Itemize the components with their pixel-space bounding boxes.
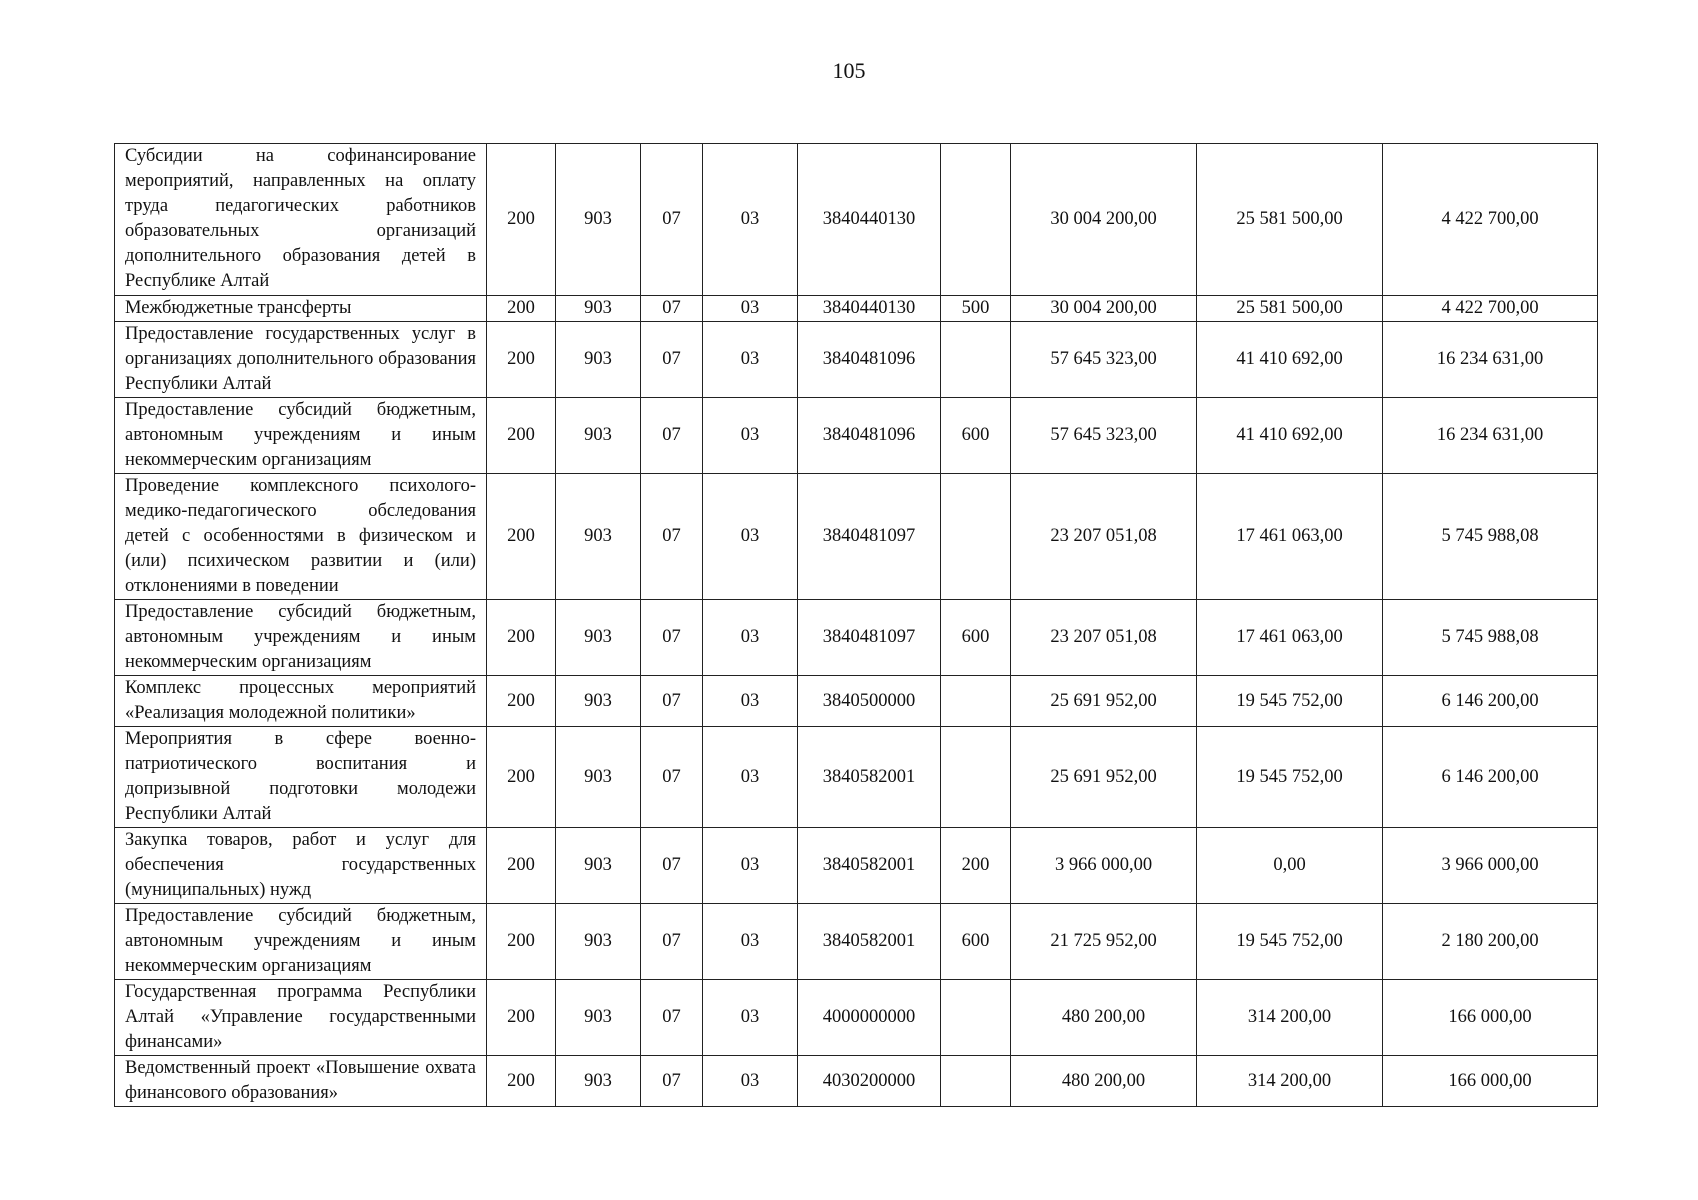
target-article-cell: 3840582001 (798, 904, 941, 980)
item-name-cell (115, 1056, 487, 1107)
regional-amount-cell: 166 000,00 (1383, 1056, 1598, 1107)
budget-table-body (115, 144, 1598, 1107)
ministry-code-cell: 903 (556, 322, 641, 398)
subsection-cell: 03 (703, 904, 798, 980)
expense-type-cell: 200 (941, 828, 1011, 904)
subsection-cell: 03 (703, 322, 798, 398)
subsection-cell: 03 (703, 828, 798, 904)
expense-type-cell (941, 322, 1011, 398)
ministry-code-cell: 903 (556, 398, 641, 474)
table-row (115, 600, 1598, 676)
section-cell: 07 (641, 144, 703, 296)
total-amount-cell: 57 645 323,00 (1011, 398, 1197, 474)
section-cell: 07 (641, 322, 703, 398)
total-amount-cell: 480 200,00 (1011, 980, 1197, 1056)
ministry-code-cell: 903 (556, 676, 641, 727)
table-row (115, 980, 1598, 1056)
item-name-cell (115, 828, 487, 904)
total-amount-cell: 30 004 200,00 (1011, 296, 1197, 322)
total-amount-cell: 23 207 051,08 (1011, 474, 1197, 600)
target-article-cell: 3840440130 (798, 296, 941, 322)
section-cell: 07 (641, 474, 703, 600)
page-number: 105 (832, 58, 866, 83)
subsection-cell: 03 (703, 398, 798, 474)
regional-amount-cell: 4 422 700,00 (1383, 296, 1598, 322)
target-article-cell: 4030200000 (798, 1056, 941, 1107)
total-amount-cell: 30 004 200,00 (1011, 144, 1197, 296)
regional-amount-cell: 6 146 200,00 (1383, 727, 1598, 828)
target-article-cell: 3840481097 (798, 474, 941, 600)
regional-amount-cell: 166 000,00 (1383, 980, 1598, 1056)
admin-code-cell: 200 (487, 676, 556, 727)
subsection-cell: 03 (703, 980, 798, 1056)
item-name-text: Предоставление государственных услуг в организациях дополнительного образования Республики Алтай (125, 324, 476, 394)
federal-amount-cell: 314 200,00 (1197, 1056, 1383, 1107)
section-cell: 07 (641, 296, 703, 322)
ministry-code-cell: 903 (556, 904, 641, 980)
subsection-cell: 03 (703, 296, 798, 322)
table-row (115, 676, 1598, 727)
admin-code-cell: 200 (487, 398, 556, 474)
target-article-cell: 3840481096 (798, 322, 941, 398)
item-name-cell (115, 296, 487, 322)
subsection-cell: 03 (703, 1056, 798, 1107)
subsection-cell: 03 (703, 474, 798, 600)
total-amount-cell: 480 200,00 (1011, 1056, 1197, 1107)
expense-type-cell: 600 (941, 600, 1011, 676)
federal-amount-cell: 314 200,00 (1197, 980, 1383, 1056)
federal-amount-cell: 19 545 752,00 (1197, 727, 1383, 828)
admin-code-cell: 200 (487, 474, 556, 600)
admin-code-cell: 200 (487, 296, 556, 322)
ministry-code-cell: 903 (556, 144, 641, 296)
total-amount-cell: 3 966 000,00 (1011, 828, 1197, 904)
admin-code-cell: 200 (487, 1056, 556, 1107)
section-cell: 07 (641, 1056, 703, 1107)
item-name-text: Предоставление субсидий бюджетным, автономным учреждениям и иным некоммерческим организациям (125, 400, 476, 470)
total-amount-cell: 25 691 952,00 (1011, 727, 1197, 828)
table-row (115, 322, 1598, 398)
total-amount-cell: 21 725 952,00 (1011, 904, 1197, 980)
item-name-cell (115, 727, 487, 828)
regional-amount-cell: 4 422 700,00 (1383, 144, 1598, 296)
federal-amount-cell: 25 581 500,00 (1197, 144, 1383, 296)
item-name-text: Проведение комплексного психолого-медико-педагогического обследования детей с особенностями в физическом и (или) психическом развитии и (или) отклонениями в поведении (125, 476, 476, 596)
table-row (115, 828, 1598, 904)
item-name-cell (115, 676, 487, 727)
target-article-cell: 3840582001 (798, 727, 941, 828)
section-cell: 07 (641, 398, 703, 474)
item-name-cell (115, 904, 487, 980)
federal-amount-cell: 25 581 500,00 (1197, 296, 1383, 322)
admin-code-cell: 200 (487, 322, 556, 398)
section-cell: 07 (641, 980, 703, 1056)
section-cell: 07 (641, 600, 703, 676)
item-name-cell (115, 398, 487, 474)
item-name-text: Комплекс процессных мероприятий «Реализация молодежной политики» (125, 678, 476, 723)
regional-amount-cell: 3 966 000,00 (1383, 828, 1598, 904)
federal-amount-cell: 19 545 752,00 (1197, 676, 1383, 727)
expense-type-cell: 600 (941, 398, 1011, 474)
item-name-text: Ведомственный проект «Повышение охвата финансового образования» (125, 1058, 476, 1103)
item-name-text: Мероприятия в сфере военно-патриотического воспитания и допризывной подготовки молодежи Республики Алтай (125, 729, 476, 824)
expense-type-cell (941, 1056, 1011, 1107)
expense-type-cell (941, 474, 1011, 600)
table-row (115, 727, 1598, 828)
item-name-text: Закупка товаров, работ и услуг для обеспечения государственных (муниципальных) нужд (125, 830, 476, 900)
admin-code-cell: 200 (487, 144, 556, 296)
table-row (115, 398, 1598, 474)
subsection-cell: 03 (703, 144, 798, 296)
federal-amount-cell: 0,00 (1197, 828, 1383, 904)
section-cell: 07 (641, 904, 703, 980)
federal-amount-cell: 41 410 692,00 (1197, 322, 1383, 398)
item-name-cell (115, 144, 487, 296)
target-article-cell: 3840481097 (798, 600, 941, 676)
ministry-code-cell: 903 (556, 828, 641, 904)
subsection-cell: 03 (703, 676, 798, 727)
table-row (115, 1056, 1598, 1107)
item-name-text: Государственная программа Республики Алтай «Управление государственными финансами» (125, 982, 476, 1052)
expense-type-cell (941, 676, 1011, 727)
admin-code-cell: 200 (487, 904, 556, 980)
admin-code-cell: 200 (487, 828, 556, 904)
section-cell: 07 (641, 676, 703, 727)
table-row (115, 296, 1598, 322)
subsection-cell: 03 (703, 600, 798, 676)
federal-amount-cell: 17 461 063,00 (1197, 600, 1383, 676)
item-name-text: Межбюджетные трансферты (125, 298, 352, 318)
item-name-text: Предоставление субсидий бюджетным, автономным учреждениям и иным некоммерческим организациям (125, 906, 476, 976)
item-name-cell (115, 980, 487, 1056)
regional-amount-cell: 16 234 631,00 (1383, 322, 1598, 398)
ministry-code-cell: 903 (556, 727, 641, 828)
item-name-text: Предоставление субсидий бюджетным, автономным учреждениям и иным некоммерческим организациям (125, 602, 476, 672)
target-article-cell: 3840440130 (798, 144, 941, 296)
ministry-code-cell: 903 (556, 474, 641, 600)
item-name-cell (115, 600, 487, 676)
ministry-code-cell: 903 (556, 296, 641, 322)
admin-code-cell: 200 (487, 600, 556, 676)
federal-amount-cell: 41 410 692,00 (1197, 398, 1383, 474)
ministry-code-cell: 903 (556, 980, 641, 1056)
total-amount-cell: 25 691 952,00 (1011, 676, 1197, 727)
total-amount-cell: 23 207 051,08 (1011, 600, 1197, 676)
item-name-cell (115, 322, 487, 398)
expense-type-cell: 600 (941, 904, 1011, 980)
regional-amount-cell: 5 745 988,08 (1383, 474, 1598, 600)
regional-amount-cell: 2 180 200,00 (1383, 904, 1598, 980)
total-amount-cell: 57 645 323,00 (1011, 322, 1197, 398)
expense-type-cell (941, 727, 1011, 828)
regional-amount-cell: 6 146 200,00 (1383, 676, 1598, 727)
target-article-cell: 3840582001 (798, 828, 941, 904)
section-cell: 07 (641, 828, 703, 904)
federal-amount-cell: 19 545 752,00 (1197, 904, 1383, 980)
table-row (115, 144, 1598, 296)
regional-amount-cell: 5 745 988,08 (1383, 600, 1598, 676)
admin-code-cell: 200 (487, 727, 556, 828)
item-name-cell (115, 474, 487, 600)
subsection-cell: 03 (703, 727, 798, 828)
item-name-text: Субсидии на софинансирование мероприятий, направленных на оплату труда педагогических работников образовательных организаций дополнительного образования детей в Республике Алтай (125, 146, 476, 291)
table-row (115, 904, 1598, 980)
ministry-code-cell: 903 (556, 1056, 641, 1107)
expense-type-cell (941, 144, 1011, 296)
expense-type-cell (941, 980, 1011, 1056)
target-article-cell: 3840500000 (798, 676, 941, 727)
federal-amount-cell: 17 461 063,00 (1197, 474, 1383, 600)
target-article-cell: 3840481096 (798, 398, 941, 474)
admin-code-cell: 200 (487, 980, 556, 1056)
budget-table (114, 143, 1598, 1107)
table-row (115, 474, 1598, 600)
expense-type-cell: 500 (941, 296, 1011, 322)
target-article-cell: 4000000000 (798, 980, 941, 1056)
regional-amount-cell: 16 234 631,00 (1383, 398, 1598, 474)
section-cell: 07 (641, 727, 703, 828)
ministry-code-cell: 903 (556, 600, 641, 676)
